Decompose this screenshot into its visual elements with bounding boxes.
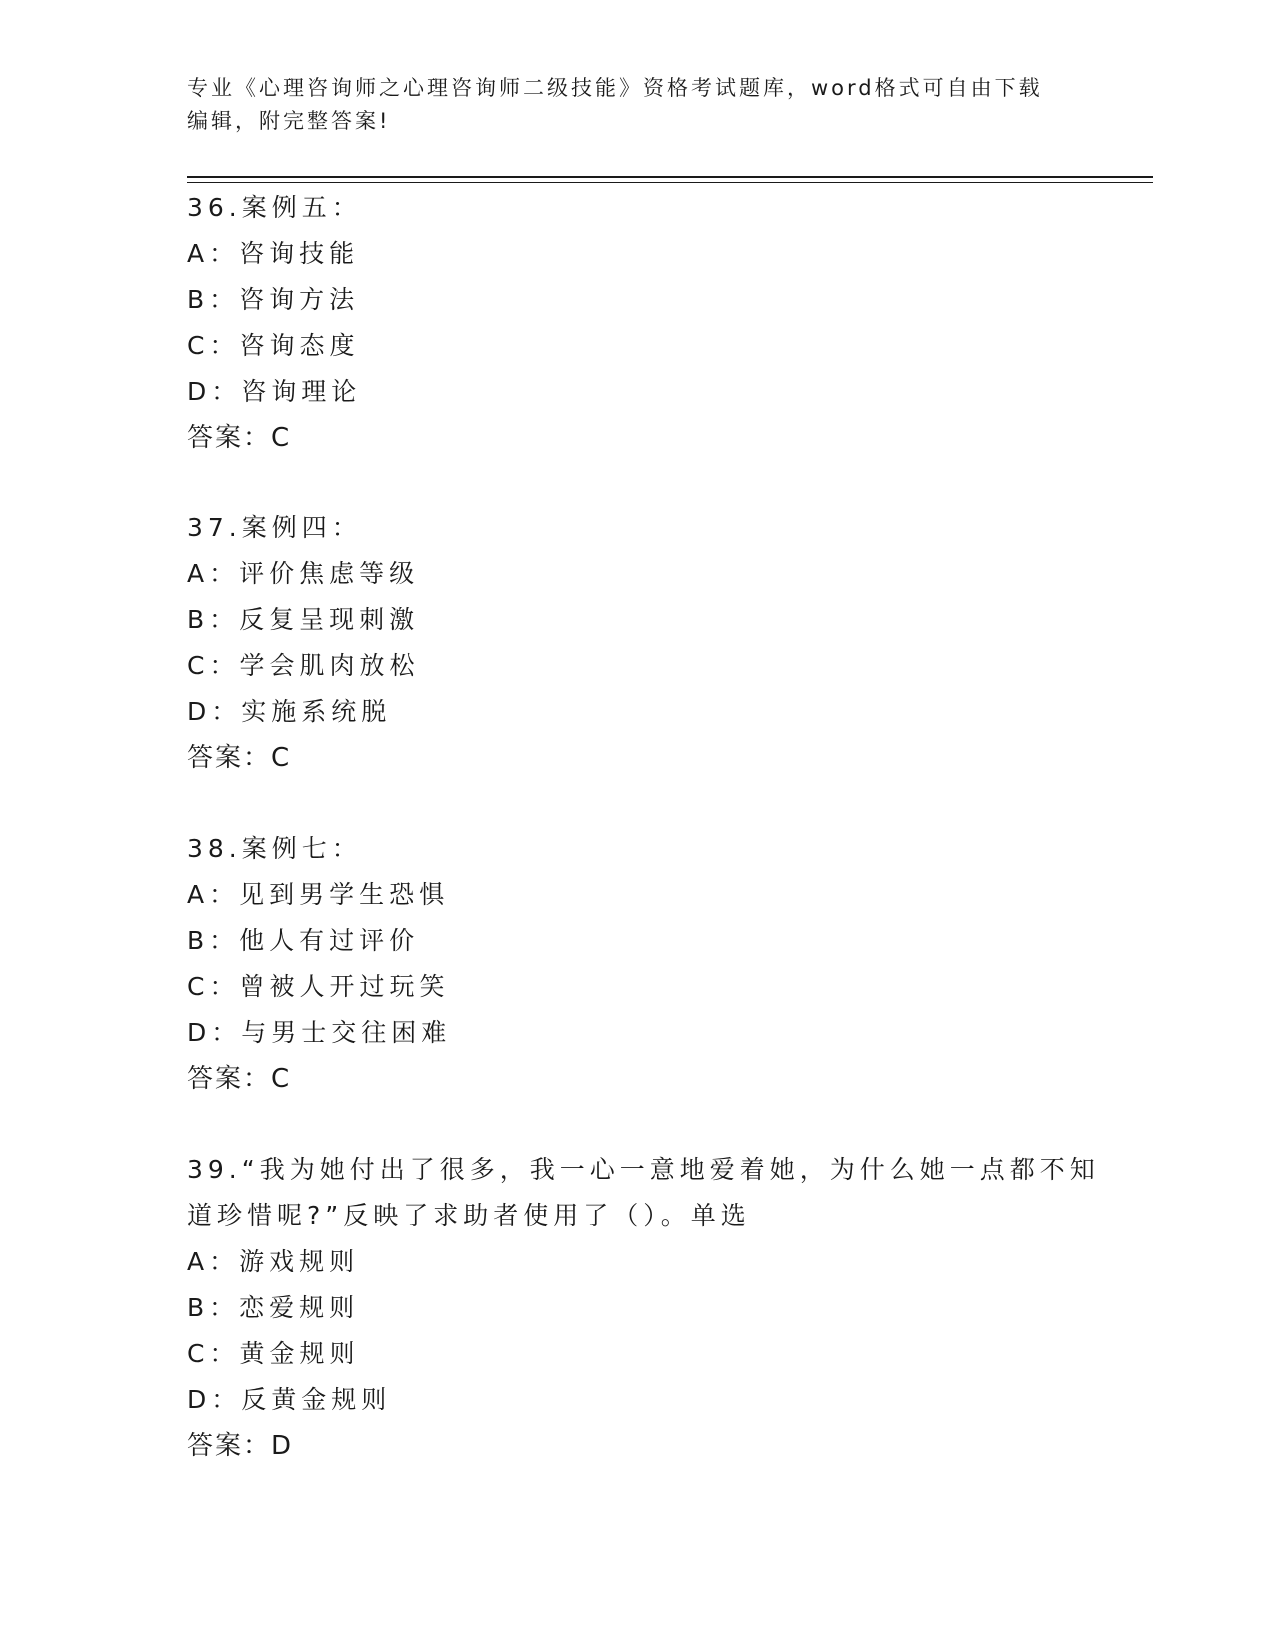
header-line-1: 专业《心理咨询师之心理咨询师二级技能》资格考试题库，word格式可自由下载 — [187, 76, 1043, 100]
answer-label: 答案：C — [187, 423, 292, 453]
document-header — [187, 72, 1067, 138]
option-c: C：咨询态度 — [187, 331, 360, 360]
option-c: C：曾被人开过玩笑 — [187, 972, 450, 1001]
option-b: B：恋爱规则 — [187, 1293, 360, 1322]
option-d: D：反黄金规则 — [187, 1385, 392, 1414]
option-c: C：学会肌肉放松 — [187, 651, 420, 680]
option-a: A：见到男学生恐惧 — [187, 880, 450, 909]
question-36 — [187, 185, 1087, 461]
option-d: D：咨询理论 — [187, 377, 362, 406]
question-stem: 37.案例四： — [187, 513, 362, 542]
answer-label: 答案：C — [187, 743, 292, 773]
question-39 — [187, 1147, 1100, 1469]
question-37 — [187, 505, 1087, 781]
option-a: A：评价焦虑等级 — [187, 559, 420, 588]
question-38 — [187, 826, 1087, 1102]
option-c: C：黄金规则 — [187, 1339, 360, 1368]
option-a: A：咨询技能 — [187, 239, 360, 268]
option-b: B：他人有过评价 — [187, 926, 420, 955]
header-divider-thick — [187, 176, 1153, 178]
question-stem-line-2: 道珍惜呢?”反映了求助者使用了（）。单选 — [187, 1201, 751, 1230]
option-b: B：咨询方法 — [187, 285, 360, 314]
option-b: B：反复呈现刺激 — [187, 605, 420, 634]
header-line-2: 编辑，附完整答案! — [187, 109, 391, 133]
option-a: A：游戏规则 — [187, 1247, 360, 1276]
option-d: D：与男士交往困难 — [187, 1018, 452, 1047]
header-divider-thin — [187, 182, 1153, 183]
question-stem: 38.案例七： — [187, 834, 362, 863]
answer-label: 答案：D — [187, 1431, 294, 1461]
option-d: D：实施系统脱 — [187, 697, 392, 726]
question-stem-line-1: 39.“我为她付出了很多，我一心一意地爱着她，为什么她一点都不知 — [187, 1155, 1100, 1184]
answer-label: 答案：C — [187, 1064, 292, 1094]
question-stem: 36.案例五： — [187, 193, 362, 222]
